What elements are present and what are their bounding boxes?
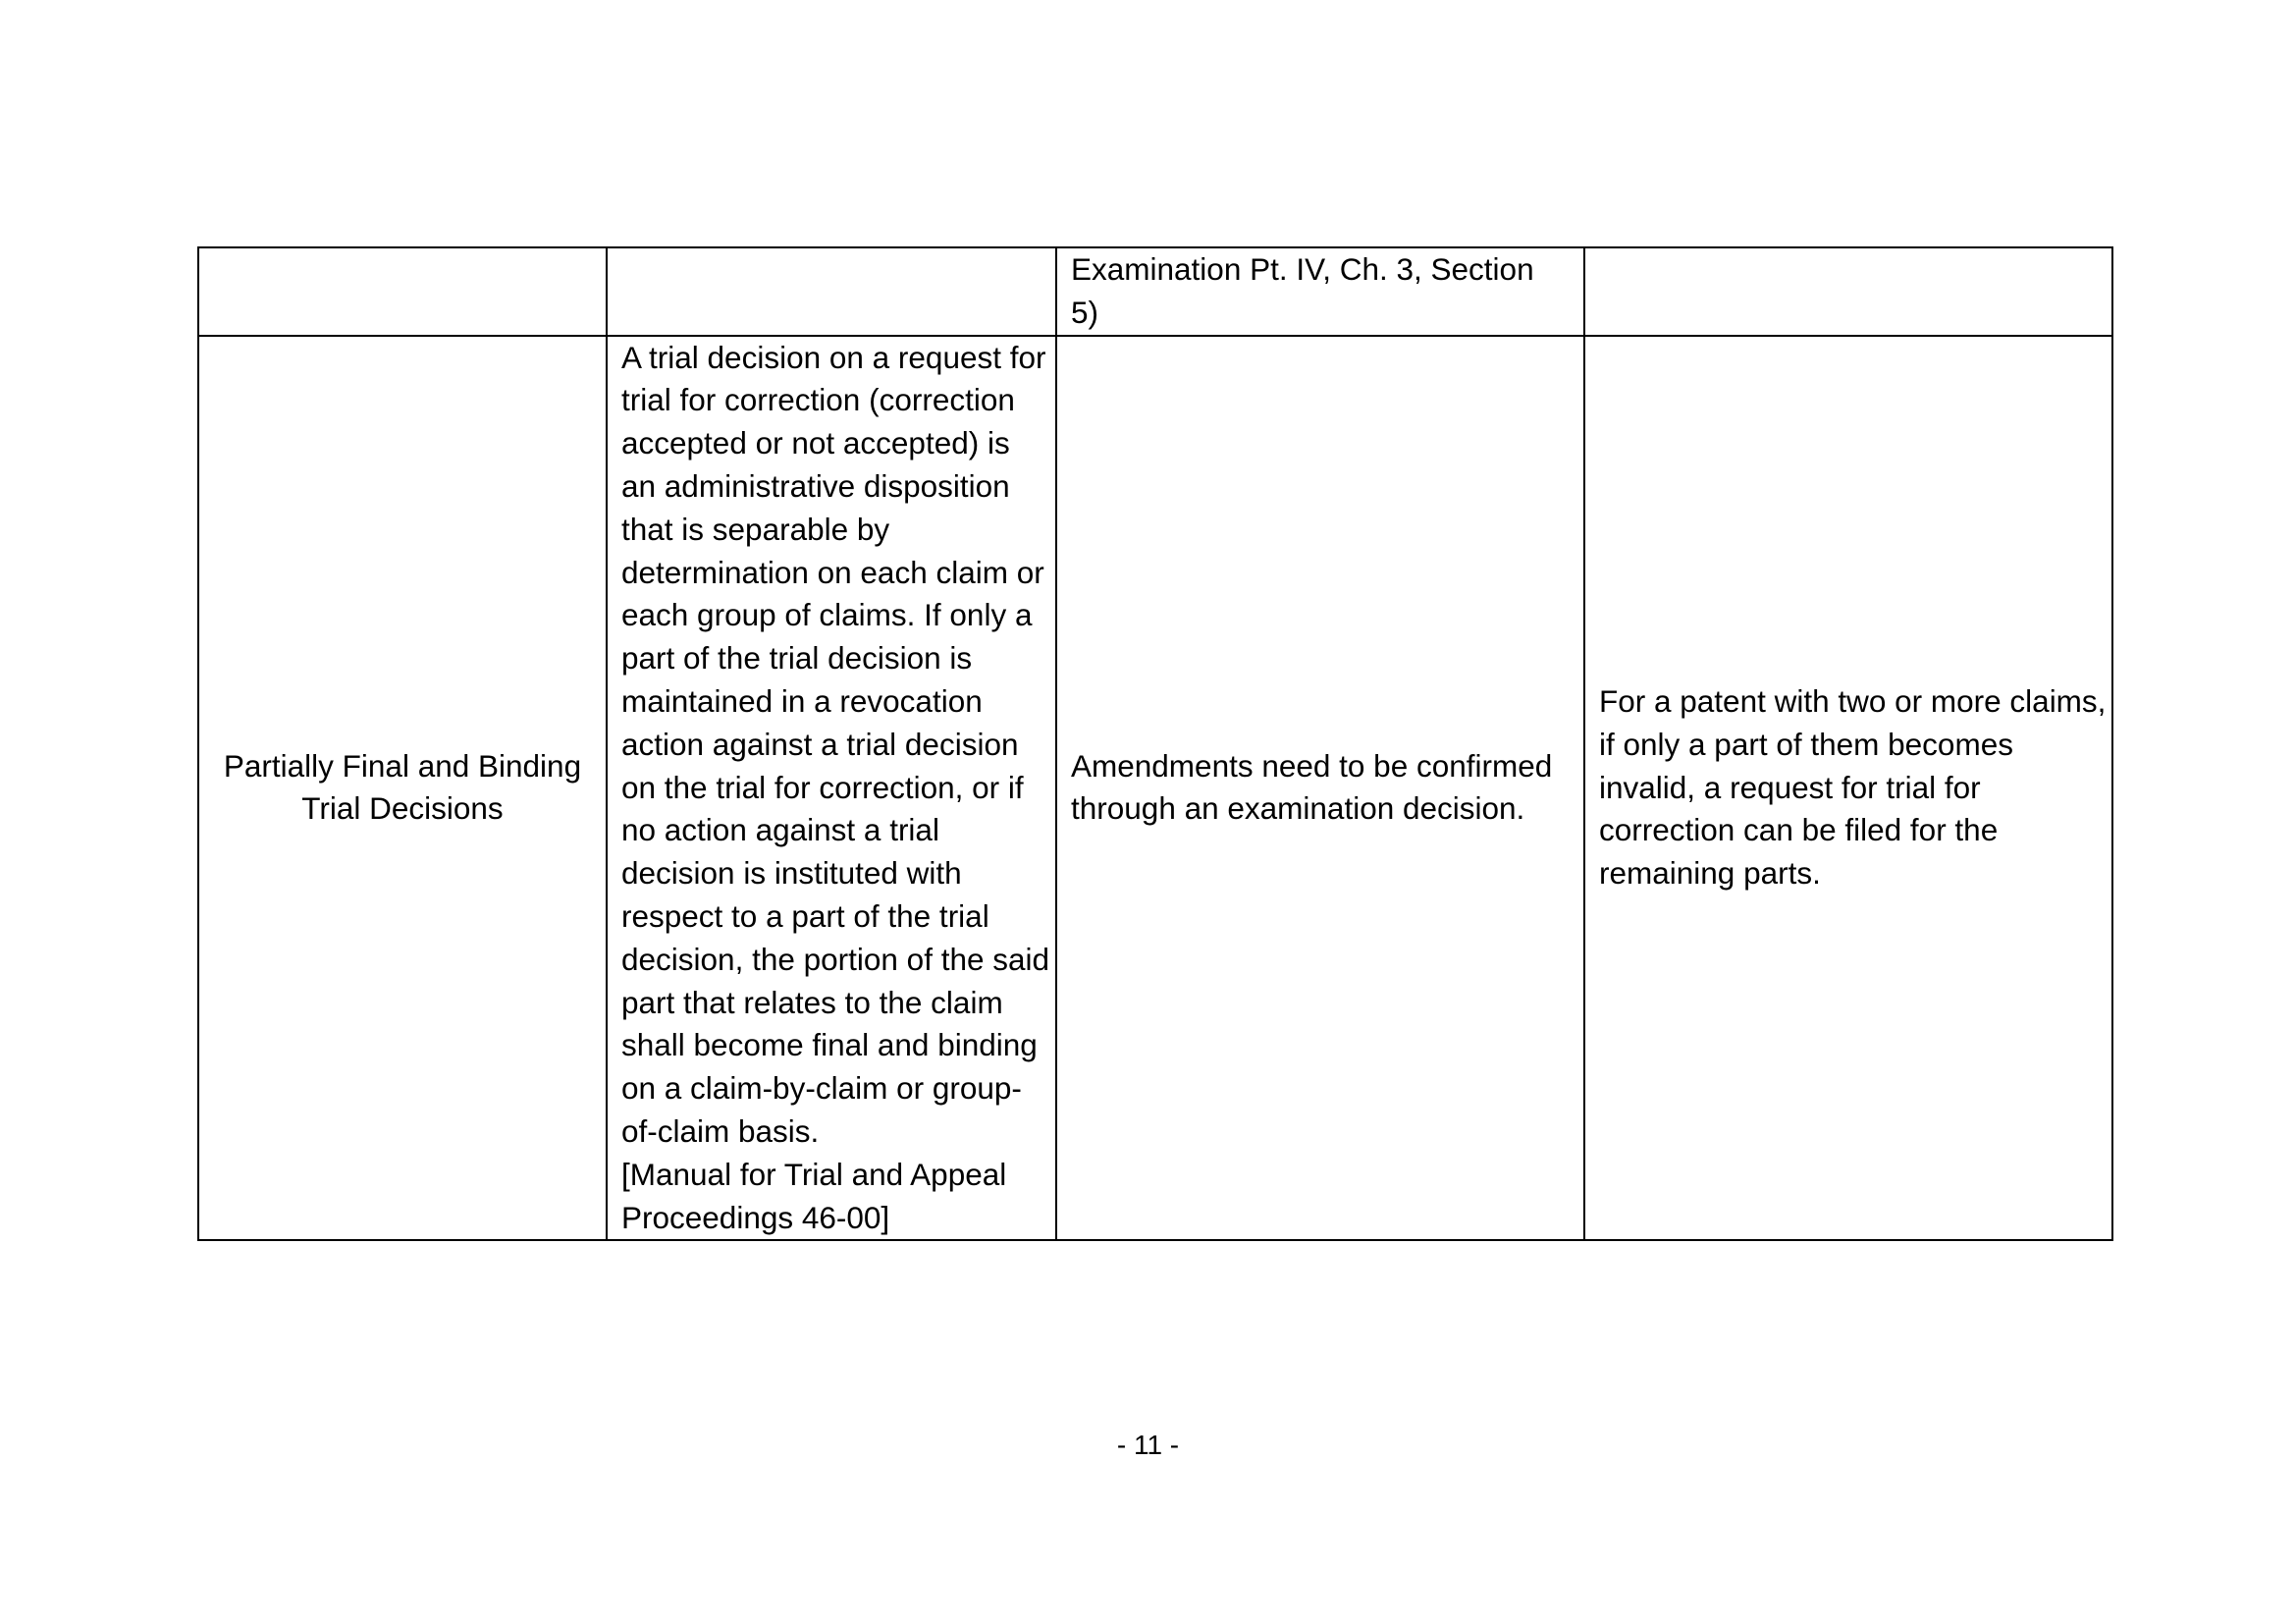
continuation-cell-3: Examination Pt. IV, Ch. 3, Section 5) xyxy=(1056,247,1584,336)
description-line: part that relates to the claim xyxy=(621,984,1003,1020)
continuation-cell-2 xyxy=(607,247,1056,336)
description-line: Proceedings 46-00] xyxy=(621,1199,890,1235)
examination-note-cell xyxy=(1056,336,1584,1241)
page-number: - 11 - xyxy=(1116,1430,1180,1460)
description-line: decision, the portion of the said xyxy=(621,941,1050,977)
description-line: respect to a part of the trial xyxy=(621,897,989,934)
description-line: on the trial for correction, or if xyxy=(621,769,1024,805)
item-name-line: Partially Final and Binding xyxy=(223,747,582,784)
description-line: decision is instituted with xyxy=(621,855,962,892)
description-line: [Manual for Trial and Appeal xyxy=(621,1156,1007,1192)
description-line: determination on each claim or xyxy=(621,554,1044,590)
description-line: no action against a trial xyxy=(621,812,939,848)
continuation-cell-1 xyxy=(198,247,607,336)
remarks-cell xyxy=(1584,336,2112,1241)
description-line: shall become final and binding xyxy=(621,1027,1038,1063)
examination-note-line: Amendments need to be confirmed xyxy=(1071,747,1553,784)
description-line: that is separable by xyxy=(621,511,890,547)
description-line: each group of claims. If only a xyxy=(621,597,1033,633)
item-name-line: Trial Decisions xyxy=(301,790,504,827)
description-line: of-claim basis. xyxy=(621,1112,820,1149)
item-name-cell xyxy=(198,336,607,1241)
description-line: A trial decision on a request for xyxy=(621,339,1046,375)
remarks-line: For a patent with two or more claims, xyxy=(1599,682,2107,719)
description-line: on a claim-by-claim or group- xyxy=(621,1070,1022,1107)
description-line: accepted or not accepted) is xyxy=(621,425,1010,461)
description-line: part of the trial decision is xyxy=(621,640,973,677)
examination-note-line: through an examination decision. xyxy=(1071,790,1525,827)
description-line: an administrative disposition xyxy=(621,467,1010,504)
remarks-line: correction can be filed for the xyxy=(1599,812,1999,848)
description-cell xyxy=(607,336,1056,1241)
comparison-table xyxy=(197,246,2113,1241)
remarks-line: if only a part of them becomes xyxy=(1599,726,2013,762)
description-line: trial for correction (correction xyxy=(621,382,1015,418)
table-row-partially-final xyxy=(198,336,2112,1241)
description-line: action against a trial decision xyxy=(621,726,1019,762)
remarks-line: remaining parts. xyxy=(1599,855,1821,892)
table-row-continuation xyxy=(198,247,2112,336)
remarks-line: invalid, a request for trial for xyxy=(1599,769,1981,805)
description-line: maintained in a revocation xyxy=(621,682,983,719)
continuation-cell-4 xyxy=(1584,247,2112,336)
